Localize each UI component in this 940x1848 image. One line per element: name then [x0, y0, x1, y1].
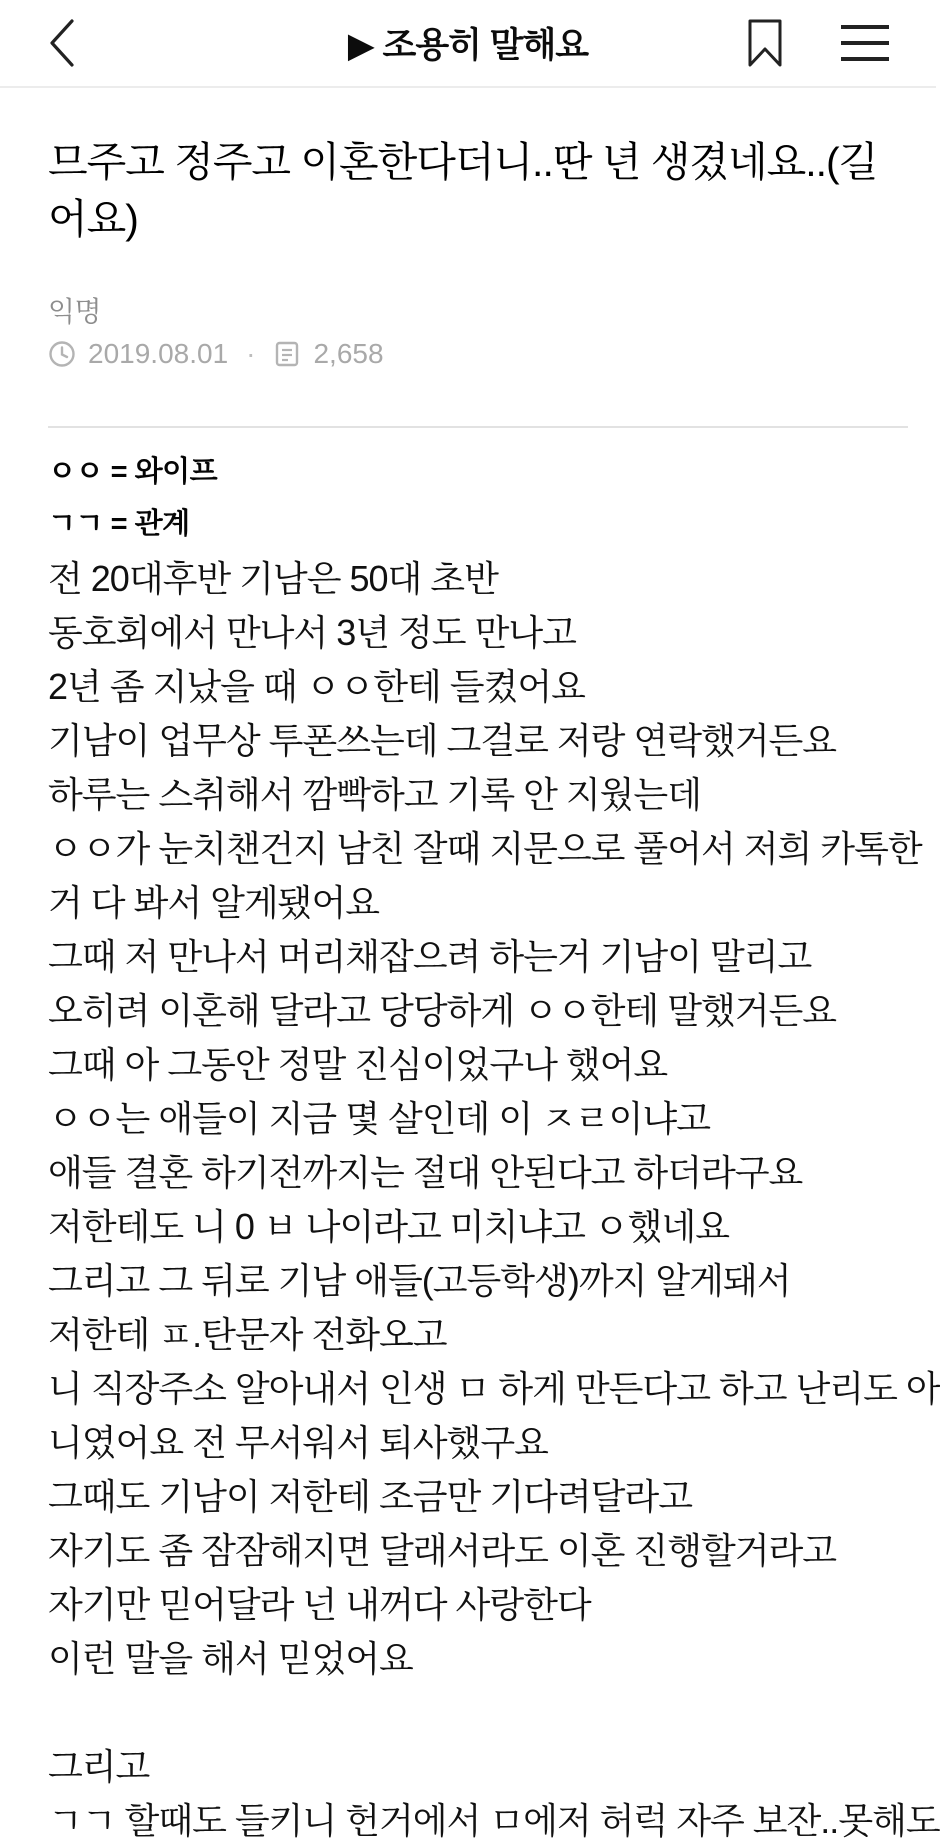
bookmark-button[interactable] — [746, 18, 784, 68]
bookmark-outline-icon — [746, 18, 784, 68]
body-line: 그리고 그 뒤로 기남 애들(고등학생)까지 알게돼서 — [48, 1260, 791, 1301]
body-line: 거 다 봐서 알게됐어요 — [48, 882, 379, 923]
body-line: 동호회에서 만나서 3년 정도 만나고 — [48, 612, 576, 653]
body-line: ㅇㅇ는 애들이 지금 몇 살인데 이 ㅈㄹ이냐고 — [48, 1098, 710, 1139]
post-views: 2,658 — [313, 338, 384, 369]
abbreviation-legend — [48, 446, 908, 550]
board-title[interactable]: ▶ 조용히 말해요 — [347, 26, 589, 65]
post-content — [0, 134, 940, 1848]
body-line: 하루는 스취해서 깜빡하고 기록 안 지웠는데 — [48, 774, 701, 815]
post-body — [48, 552, 940, 1848]
body-line: 그때 저 만나서 머리채잡으려 하는거 기남이 말리고 — [48, 936, 812, 977]
body-line: 저한테도 니 0 ㅂ 나이라고 미치냐고 ㅇ했네요 — [48, 1206, 730, 1247]
legend-line: ㅇㅇ = 와이프 — [48, 456, 218, 488]
body-line: 자기만 믿어달라 넌 내꺼다 사랑한다 — [48, 1584, 591, 1625]
legend-line: ㄱㄱ = 관계 — [48, 508, 190, 540]
post-date: 2019.08.01 — [88, 338, 229, 369]
body-line: 오히려 이혼해 달라고 당당하게 ㅇㅇ한테 말했거든요 — [48, 990, 837, 1031]
body-line: 자기도 좀 잠잠해지면 달래서라도 이혼 진행할거라고 — [48, 1530, 837, 1571]
body-line: 그때도 기남이 저한테 조금만 기다려달라고 — [48, 1476, 692, 1517]
body-line: ㄱㄱ 할때도 들키니 헌거에서 ㅁ에저 허럭 자주 보잔..못해도 — [48, 1800, 940, 1841]
post-meta-row — [48, 338, 908, 370]
document-icon — [273, 340, 301, 368]
body-line: 그리고 — [48, 1746, 150, 1787]
body-line: 기남이 업무상 투폰쓰는데 그걸로 저랑 연락했거든요 — [48, 720, 837, 761]
body-line — [48, 1686, 908, 1740]
back-button[interactable] — [44, 15, 90, 71]
post-author: 익명 — [48, 296, 102, 327]
chevron-left-icon — [44, 15, 80, 71]
body-line: 그때 아 그동안 정말 진심이었구나 했어요 — [48, 1044, 668, 1085]
body-line: 니였어요 전 무서워서 퇴사했구요 — [48, 1422, 548, 1463]
meta-separator: · — [246, 338, 256, 369]
hamburger-icon — [838, 21, 892, 65]
post-title: 므주고 정주고 이혼한다더니..딴 년 생겼네요..(길어요) — [48, 139, 878, 242]
body-line: ㅇㅇ가 눈치챈건지 남친 잘때 지문으로 풀어서 저희 카톡한 — [48, 828, 922, 869]
body-line: 전 20대후반 기남은 50대 초반 — [48, 558, 498, 599]
menu-button[interactable] — [838, 21, 892, 65]
header-actions — [746, 18, 892, 68]
top-nav-bar — [0, 0, 936, 88]
body-line: 2년 좀 지났을 때 ㅇㅇ한테 들켰어요 — [48, 666, 585, 707]
body-line: 니 직장주소 알아내서 인생 ㅁ 하게 만든다고 하고 난리도 아 — [48, 1368, 940, 1409]
clock-icon — [48, 340, 76, 368]
body-line: 이런 말을 해서 믿었어요 — [48, 1638, 413, 1679]
body-line: 애들 결혼 하기전까지는 절대 안된다고 하더라구요 — [48, 1152, 803, 1193]
section-divider — [48, 426, 908, 428]
body-line: 저한테 ㅍ.탄문자 전화오고 — [48, 1314, 447, 1355]
